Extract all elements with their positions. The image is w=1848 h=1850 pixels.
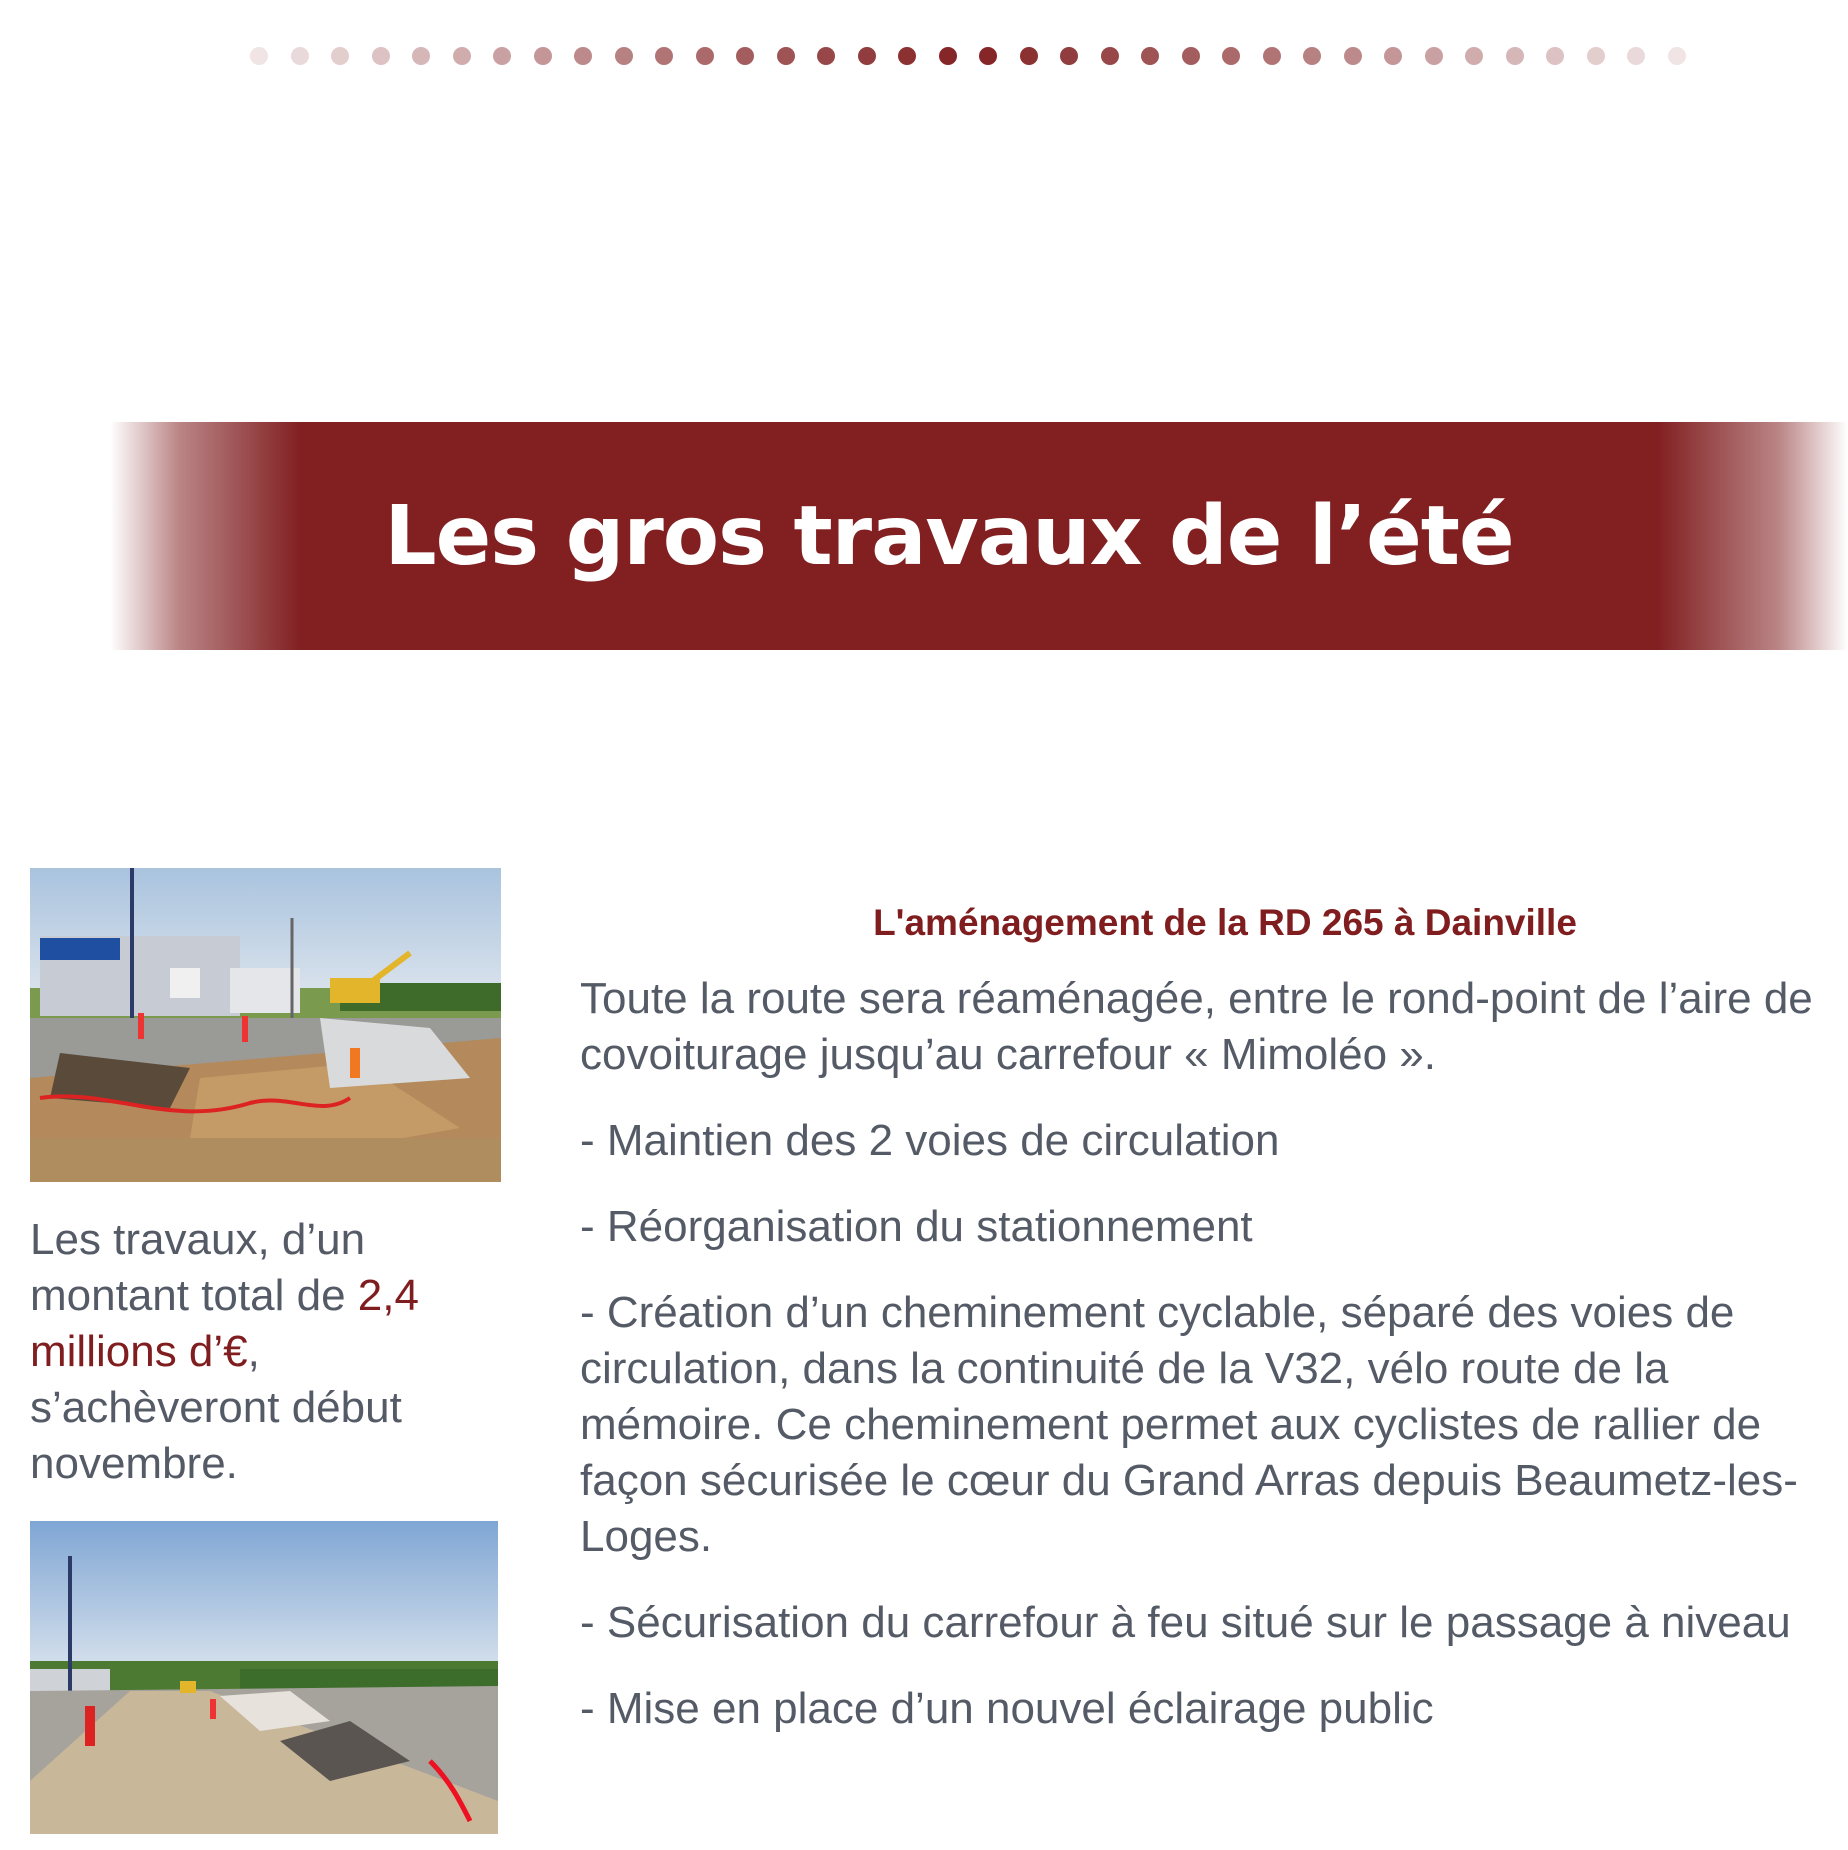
decorative-dot <box>1546 47 1564 65</box>
bullet-item: - Sécurisation du carrefour à feu situé sur le passage à niveau <box>580 1598 1791 1647</box>
decorative-dot <box>696 47 714 65</box>
page-title: Les gros travaux de l’été <box>384 488 1514 584</box>
construction-photo-top <box>30 868 501 1182</box>
article-intro: Toute la route sera réaménagée, entre le rond-point de l’aire de covoiturage jusqu’au carrefour « Mimoléo ». <box>580 974 1813 1079</box>
decorative-dot <box>736 47 754 65</box>
bullet-item: - Mise en place d’un nouvel éclairage public <box>580 1684 1434 1733</box>
decorative-dot <box>615 47 633 65</box>
decorative-dot <box>817 47 835 65</box>
decorative-dot <box>979 47 997 65</box>
decorative-dot <box>574 47 592 65</box>
decorative-dot <box>1141 47 1159 65</box>
title-banner <box>110 422 1848 650</box>
article-title: L'aménagement de la RD 265 à Dainville <box>873 902 1577 943</box>
decorative-dot <box>1627 47 1645 65</box>
decorative-dot <box>1344 47 1362 65</box>
decorative-dot <box>1263 47 1281 65</box>
caption-text-2: , s’achèveront début novembre. <box>30 1327 402 1488</box>
decorative-dot <box>858 47 876 65</box>
cost-caption <box>30 1212 470 1492</box>
decorative-dot <box>898 47 916 65</box>
decorative-dots <box>250 47 1690 67</box>
decorative-dot <box>1101 47 1119 65</box>
decorative-dot <box>655 47 673 65</box>
construction-photo-bottom <box>30 1521 498 1834</box>
bullet-item: - Réorganisation du stationnement <box>580 1202 1253 1251</box>
decorative-dot <box>777 47 795 65</box>
construction-photo-bottom-image <box>30 1521 498 1834</box>
decorative-dot <box>1668 47 1686 65</box>
caption-text-1: Les travaux, d’un montant total de <box>30 1215 366 1320</box>
decorative-dot <box>1587 47 1605 65</box>
decorative-dot <box>939 47 957 65</box>
decorative-dot <box>412 47 430 65</box>
decorative-dot <box>1060 47 1078 65</box>
decorative-dot <box>1506 47 1524 65</box>
decorative-dot <box>534 47 552 65</box>
decorative-dot <box>493 47 511 65</box>
bullet-item: - Maintien des 2 voies de circulation <box>580 1116 1280 1165</box>
decorative-dot <box>250 47 268 65</box>
decorative-dot <box>1182 47 1200 65</box>
decorative-dot <box>1465 47 1483 65</box>
decorative-dot <box>1425 47 1443 65</box>
bullet-item: - Création d’un cheminement cyclable, séparé des voies de circulation, dans la continuité de la V32, vélo route de la mémoire. Ce cheminement permet aux cyclistes de rallier de façon sécurisée le cœur du Grand Arras depuis Beaumetz-les-Loges. <box>580 1288 1798 1561</box>
decorative-dot <box>291 47 309 65</box>
decorative-dot <box>331 47 349 65</box>
decorative-dot <box>1222 47 1240 65</box>
decorative-dot <box>372 47 390 65</box>
decorative-dot <box>453 47 471 65</box>
caption-amount: 2,4 millions d’€ <box>30 1271 419 1376</box>
article <box>580 895 1830 1767</box>
decorative-dot <box>1020 47 1038 65</box>
decorative-dot <box>1303 47 1321 65</box>
decorative-dot <box>1384 47 1402 65</box>
construction-photo-top-image <box>30 868 501 1182</box>
